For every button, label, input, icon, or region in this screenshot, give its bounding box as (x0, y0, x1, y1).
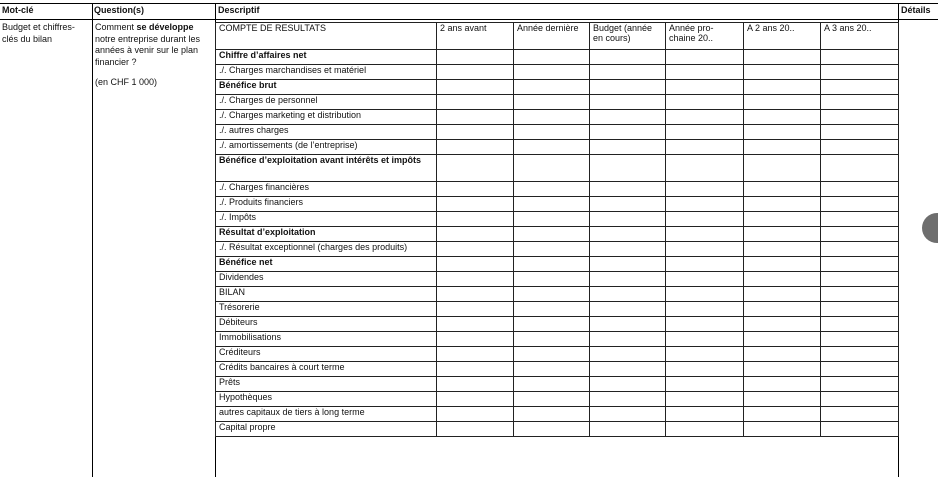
value-cell[interactable] (821, 302, 899, 317)
value-cell[interactable] (590, 227, 666, 242)
row-label: Bénéfice d’exploitation avant intérêts et impôts (216, 155, 437, 182)
value-cell[interactable] (821, 362, 899, 377)
header-descriptif: Descriptif (218, 5, 260, 15)
header-keyword: Mot-clé (2, 5, 34, 15)
value-cell[interactable] (590, 95, 666, 110)
value-cell[interactable] (744, 50, 821, 65)
table-row (216, 257, 899, 272)
value-cell[interactable] (437, 332, 514, 347)
value-cell[interactable] (666, 317, 744, 332)
value-cell[interactable] (666, 50, 744, 65)
row-label: ./. autres charges (216, 125, 437, 140)
value-cell[interactable] (514, 272, 590, 287)
table-row (216, 422, 899, 437)
value-cell[interactable] (821, 95, 899, 110)
value-cell[interactable] (744, 347, 821, 362)
value-cell[interactable] (666, 80, 744, 95)
page-indicator-dot (922, 213, 938, 243)
keyword-text: Budget et chiffres-clés du bilan (2, 22, 75, 44)
row-label: Débiteurs (216, 317, 437, 332)
keyword-cell (2, 22, 90, 45)
value-cell[interactable] (666, 182, 744, 197)
value-cell[interactable] (437, 302, 514, 317)
value-cell[interactable] (590, 347, 666, 362)
table-row (216, 212, 899, 227)
table-row (216, 302, 899, 317)
value-cell[interactable] (744, 110, 821, 125)
value-cell[interactable] (437, 362, 514, 377)
value-cell[interactable] (744, 227, 821, 242)
table-row (216, 227, 899, 242)
value-cell[interactable] (437, 257, 514, 272)
value-cell[interactable] (744, 257, 821, 272)
value-cell[interactable] (821, 407, 899, 422)
value-cell[interactable] (590, 272, 666, 287)
value-cell[interactable] (666, 125, 744, 140)
value-cell[interactable] (821, 332, 899, 347)
value-cell[interactable] (514, 140, 590, 155)
value-cell[interactable] (514, 125, 590, 140)
value-cell[interactable] (821, 227, 899, 242)
value-cell[interactable] (514, 257, 590, 272)
value-cell[interactable] (590, 407, 666, 422)
value-cell[interactable] (590, 155, 666, 182)
value-cell[interactable] (590, 317, 666, 332)
value-cell[interactable] (821, 65, 899, 80)
col-header-budget: Budget (année en cours) (590, 23, 666, 50)
value-cell[interactable] (821, 257, 899, 272)
value-cell[interactable] (666, 347, 744, 362)
row-label: ./. Résultat exceptionnel (charges des produits) (216, 242, 437, 257)
value-cell[interactable] (514, 95, 590, 110)
value-cell[interactable] (590, 50, 666, 65)
value-cell[interactable] (666, 407, 744, 422)
value-cell[interactable] (666, 392, 744, 407)
row-label: ./. Produits financiers (216, 197, 437, 212)
value-cell[interactable] (590, 182, 666, 197)
value-cell[interactable] (590, 242, 666, 257)
table-row (216, 95, 899, 110)
value-cell[interactable] (437, 392, 514, 407)
value-cell[interactable] (514, 317, 590, 332)
value-cell[interactable] (437, 125, 514, 140)
value-cell[interactable] (744, 422, 821, 437)
value-cell[interactable] (514, 287, 590, 302)
value-cell[interactable] (590, 287, 666, 302)
value-cell[interactable] (744, 407, 821, 422)
value-cell[interactable] (821, 392, 899, 407)
value-cell[interactable] (437, 227, 514, 242)
table-row (216, 50, 899, 65)
value-cell[interactable] (590, 302, 666, 317)
table-row (216, 347, 899, 362)
value-cell[interactable] (437, 80, 514, 95)
value-cell[interactable] (514, 242, 590, 257)
value-cell[interactable] (590, 125, 666, 140)
col-header-annee-derniere: Année dernière (514, 23, 590, 50)
row-label: ./. Charges financières (216, 182, 437, 197)
value-cell[interactable] (744, 317, 821, 332)
header-question: Question(s) (94, 5, 145, 15)
question-text-pre: Comment (95, 22, 137, 32)
question-text-post: notre entreprise durant les années à venir sur le plan financier ? (95, 33, 201, 67)
value-cell[interactable] (437, 182, 514, 197)
value-cell[interactable] (821, 212, 899, 227)
value-cell[interactable] (514, 422, 590, 437)
table-row (216, 392, 899, 407)
col-header-2ans: 2 ans avant (437, 23, 514, 50)
table-row (216, 182, 899, 197)
value-cell[interactable] (744, 362, 821, 377)
value-cell[interactable] (744, 377, 821, 392)
value-cell[interactable] (666, 197, 744, 212)
row-label: ./. amortissements (de l’entreprise) (216, 140, 437, 155)
value-cell[interactable] (514, 110, 590, 125)
row-label: ./. Charges marketing et distribution (216, 110, 437, 125)
row-label: Prêts (216, 377, 437, 392)
value-cell[interactable] (821, 422, 899, 437)
value-cell[interactable] (744, 155, 821, 182)
col-header-a2ans: A 2 ans 20.. (744, 23, 821, 50)
value-cell[interactable] (437, 347, 514, 362)
value-cell[interactable] (744, 80, 821, 95)
value-cell[interactable] (514, 197, 590, 212)
row-label: Dividendes (216, 272, 437, 287)
value-cell[interactable] (590, 212, 666, 227)
value-cell[interactable] (744, 95, 821, 110)
value-cell[interactable] (437, 65, 514, 80)
value-cell[interactable] (590, 197, 666, 212)
question-cell (95, 22, 214, 89)
table-row (216, 377, 899, 392)
value-cell[interactable] (514, 182, 590, 197)
value-cell[interactable] (590, 65, 666, 80)
value-cell[interactable] (514, 50, 590, 65)
value-cell[interactable] (821, 242, 899, 257)
value-cell[interactable] (437, 212, 514, 227)
value-cell[interactable] (437, 287, 514, 302)
value-cell[interactable] (666, 95, 744, 110)
col-header-label: COMPTE DE RESULTATS (216, 23, 437, 50)
value-cell[interactable] (437, 110, 514, 125)
header-details: Détails (901, 5, 931, 15)
value-cell[interactable] (666, 212, 744, 227)
value-cell[interactable] (821, 182, 899, 197)
table-row (216, 317, 899, 332)
value-cell[interactable] (437, 377, 514, 392)
table-row (216, 407, 899, 422)
value-cell[interactable] (821, 125, 899, 140)
value-cell[interactable] (514, 377, 590, 392)
row-label: ./. Impôts (216, 212, 437, 227)
results-table (215, 22, 899, 437)
value-cell[interactable] (590, 110, 666, 125)
row-label: ./. Charges marchandises et matériel (216, 65, 437, 80)
value-cell[interactable] (437, 155, 514, 182)
value-cell[interactable] (514, 392, 590, 407)
table-header-row (216, 23, 899, 50)
unit-text: (en CHF 1 000) (95, 77, 158, 87)
value-cell[interactable] (590, 332, 666, 347)
value-cell[interactable] (666, 422, 744, 437)
value-cell[interactable] (590, 80, 666, 95)
row-label: Capital propre (216, 422, 437, 437)
table-row (216, 110, 899, 125)
value-cell[interactable] (821, 287, 899, 302)
value-cell[interactable] (666, 257, 744, 272)
value-cell[interactable] (744, 140, 821, 155)
value-cell[interactable] (821, 110, 899, 125)
value-cell[interactable] (666, 377, 744, 392)
table-row (216, 332, 899, 347)
value-cell[interactable] (744, 125, 821, 140)
value-cell[interactable] (437, 140, 514, 155)
value-cell[interactable] (666, 65, 744, 80)
value-cell[interactable] (666, 287, 744, 302)
question-text-bold: se développe (136, 22, 194, 32)
table-row (216, 80, 899, 95)
value-cell[interactable] (437, 272, 514, 287)
row-label: Immobilisations (216, 332, 437, 347)
value-cell[interactable] (437, 317, 514, 332)
col-header-annee-prochaine: Année pro-chaine 20.. (666, 23, 744, 50)
value-cell[interactable] (666, 242, 744, 257)
value-cell[interactable] (514, 212, 590, 227)
value-cell[interactable] (437, 50, 514, 65)
value-cell[interactable] (666, 332, 744, 347)
row-label: Trésorerie (216, 302, 437, 317)
value-cell[interactable] (437, 407, 514, 422)
value-cell[interactable] (590, 140, 666, 155)
value-cell[interactable] (437, 422, 514, 437)
value-cell[interactable] (744, 242, 821, 257)
value-cell[interactable] (590, 392, 666, 407)
value-cell[interactable] (744, 197, 821, 212)
value-cell[interactable] (821, 317, 899, 332)
table-row (216, 197, 899, 212)
row-label: Hypothèques (216, 392, 437, 407)
row-label: BILAN (216, 287, 437, 302)
value-cell[interactable] (744, 272, 821, 287)
value-cell[interactable] (666, 155, 744, 182)
col-header-a3ans: A 3 ans 20.. (821, 23, 899, 50)
header-bottom-rule (0, 19, 938, 20)
table-row (216, 140, 899, 155)
value-cell[interactable] (590, 422, 666, 437)
value-cell[interactable] (590, 362, 666, 377)
value-cell[interactable] (744, 182, 821, 197)
value-cell[interactable] (744, 302, 821, 317)
value-cell[interactable] (590, 257, 666, 272)
value-cell[interactable] (821, 80, 899, 95)
value-cell[interactable] (514, 332, 590, 347)
value-cell[interactable] (821, 197, 899, 212)
table-row (216, 287, 899, 302)
table-row (216, 65, 899, 80)
table-row (216, 362, 899, 377)
value-cell[interactable] (590, 377, 666, 392)
value-cell[interactable] (666, 362, 744, 377)
value-cell[interactable] (744, 392, 821, 407)
row-label: Bénéfice brut (216, 80, 437, 95)
value-cell[interactable] (821, 347, 899, 362)
value-cell[interactable] (666, 227, 744, 242)
value-cell[interactable] (744, 287, 821, 302)
row-label: Créditeurs (216, 347, 437, 362)
value-cell[interactable] (437, 95, 514, 110)
value-cell[interactable] (666, 272, 744, 287)
value-cell[interactable] (744, 212, 821, 227)
row-label: Crédits bancaires à court terme (216, 362, 437, 377)
value-cell[interactable] (514, 65, 590, 80)
value-cell[interactable] (514, 302, 590, 317)
value-cell[interactable] (666, 140, 744, 155)
row-label: ./. Charges de personnel (216, 95, 437, 110)
value-cell[interactable] (514, 227, 590, 242)
row-label: Résultat d’exploitation (216, 227, 437, 242)
header-top-rule (0, 3, 938, 4)
value-cell[interactable] (514, 347, 590, 362)
row-label: autres capitaux de tiers à long terme (216, 407, 437, 422)
value-cell[interactable] (744, 332, 821, 347)
table-row (216, 155, 899, 182)
value-cell[interactable] (514, 407, 590, 422)
table-row (216, 125, 899, 140)
value-cell[interactable] (821, 155, 899, 182)
value-cell[interactable] (821, 377, 899, 392)
table-row (216, 272, 899, 287)
value-cell[interactable] (514, 362, 590, 377)
value-cell[interactable] (744, 65, 821, 80)
value-cell[interactable] (666, 302, 744, 317)
row-label: Chiffre d’affaires net (216, 50, 437, 65)
col-sep-1 (92, 3, 93, 477)
value-cell[interactable] (437, 242, 514, 257)
value-cell[interactable] (437, 197, 514, 212)
value-cell[interactable] (821, 272, 899, 287)
value-cell[interactable] (514, 155, 590, 182)
value-cell[interactable] (514, 80, 590, 95)
value-cell[interactable] (821, 140, 899, 155)
table-row (216, 242, 899, 257)
value-cell[interactable] (666, 110, 744, 125)
row-label: Bénéfice net (216, 257, 437, 272)
value-cell[interactable] (821, 50, 899, 65)
